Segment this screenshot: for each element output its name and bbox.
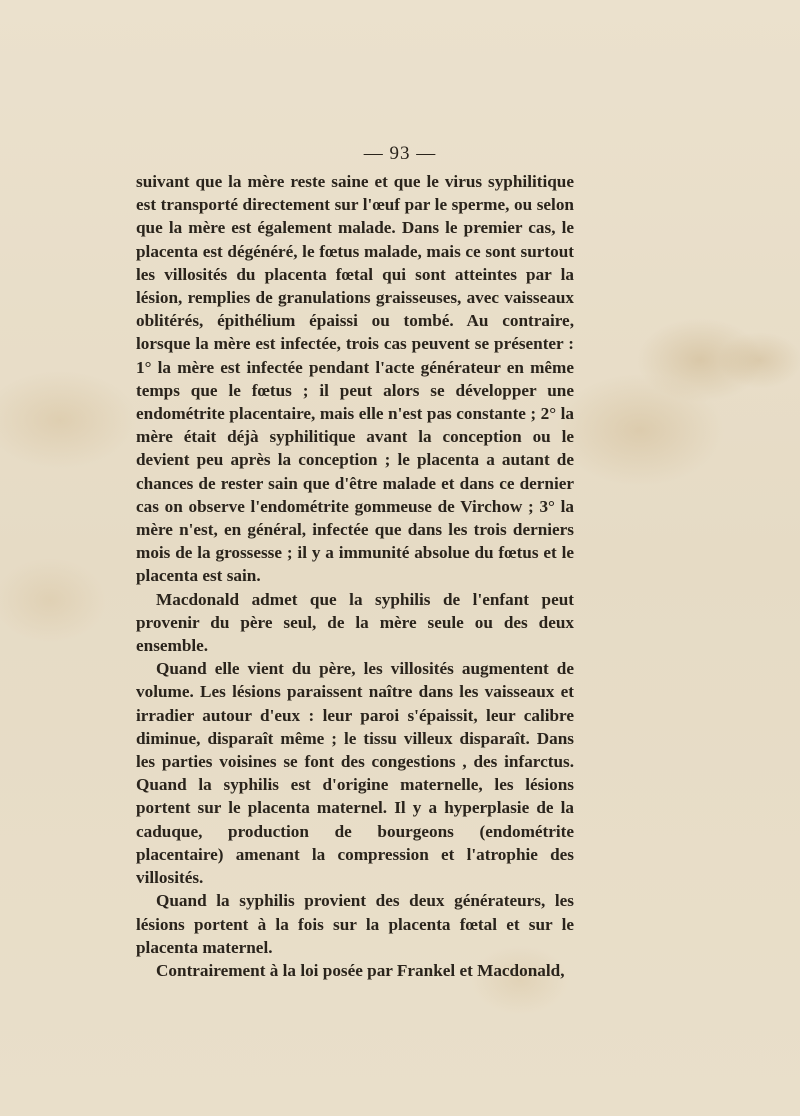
body-text [136,170,574,982]
paragraph-2: Macdonald admet que la syphilis de l'enfant peut provenir du père seul, de la mère seule ou des deux ensemble. [136,589,574,656]
paragraph-5: Contrairement à la loi posée par Frankel et Macdonald, [156,960,565,980]
paragraph-1: suivant que la mère reste saine et que le virus syphilitique est transporté directement sur l'œuf par le sperme, ou selon que la mère est également malade. Dans le premier cas, le placenta est dégénéré, le fœtus malade, mais ce sont surtout les villosités du placenta fœtal qui sont atteintes par la lésion, remplies de granulations graisseuses, avec vaisseaux oblitérés, épithélium épaissi ou tombé. Au contraire, lorsque la mère est infectée, trois cas peuvent se présenter : 1° la mère est infectée pendant l'acte générateur en même temps que le fœtus ; il peut alors se développer une endométrite placentaire, mais elle n'est pas constante ; 2° la mère était déjà syphilitique avant la conception ou le devient peu après la conception ; le placenta a autant de chances de rester sain que d'être malade et dans ce dernier cas on observe l'endométrite gommeuse de Virchow ; 3° la mère n'est, en général, infectée que dans les trois derniers mois de la grossesse ; il y a immunité absolue du fœtus et le placenta est sain. [136,172,574,586]
page-number: — 93 — [363,143,437,164]
paragraph-3: Quand elle vient du père, les villosités augmentent de volume. Les lésions paraissent naître dans les vaisseaux et irradier autour d'eux : leur paroi s'épaissit, leur calibre diminue, disparaît même ; le tissu villeux disparaît. Dans les parties voisines se font des congestions , des infarctus. Quand la syphilis est d'origine maternelle, les lésions portent sur le placenta maternel. Il y a hyperplasie de la caduque, production de bourgeons (endométrite placentaire) amenant la compression et l'atrophie des villosités. [136,659,574,888]
paragraph-4: Quand la syphilis provient des deux générateurs, les lésions portent à la fois sur la placenta fœtal et sur le placenta maternel. [136,891,574,957]
